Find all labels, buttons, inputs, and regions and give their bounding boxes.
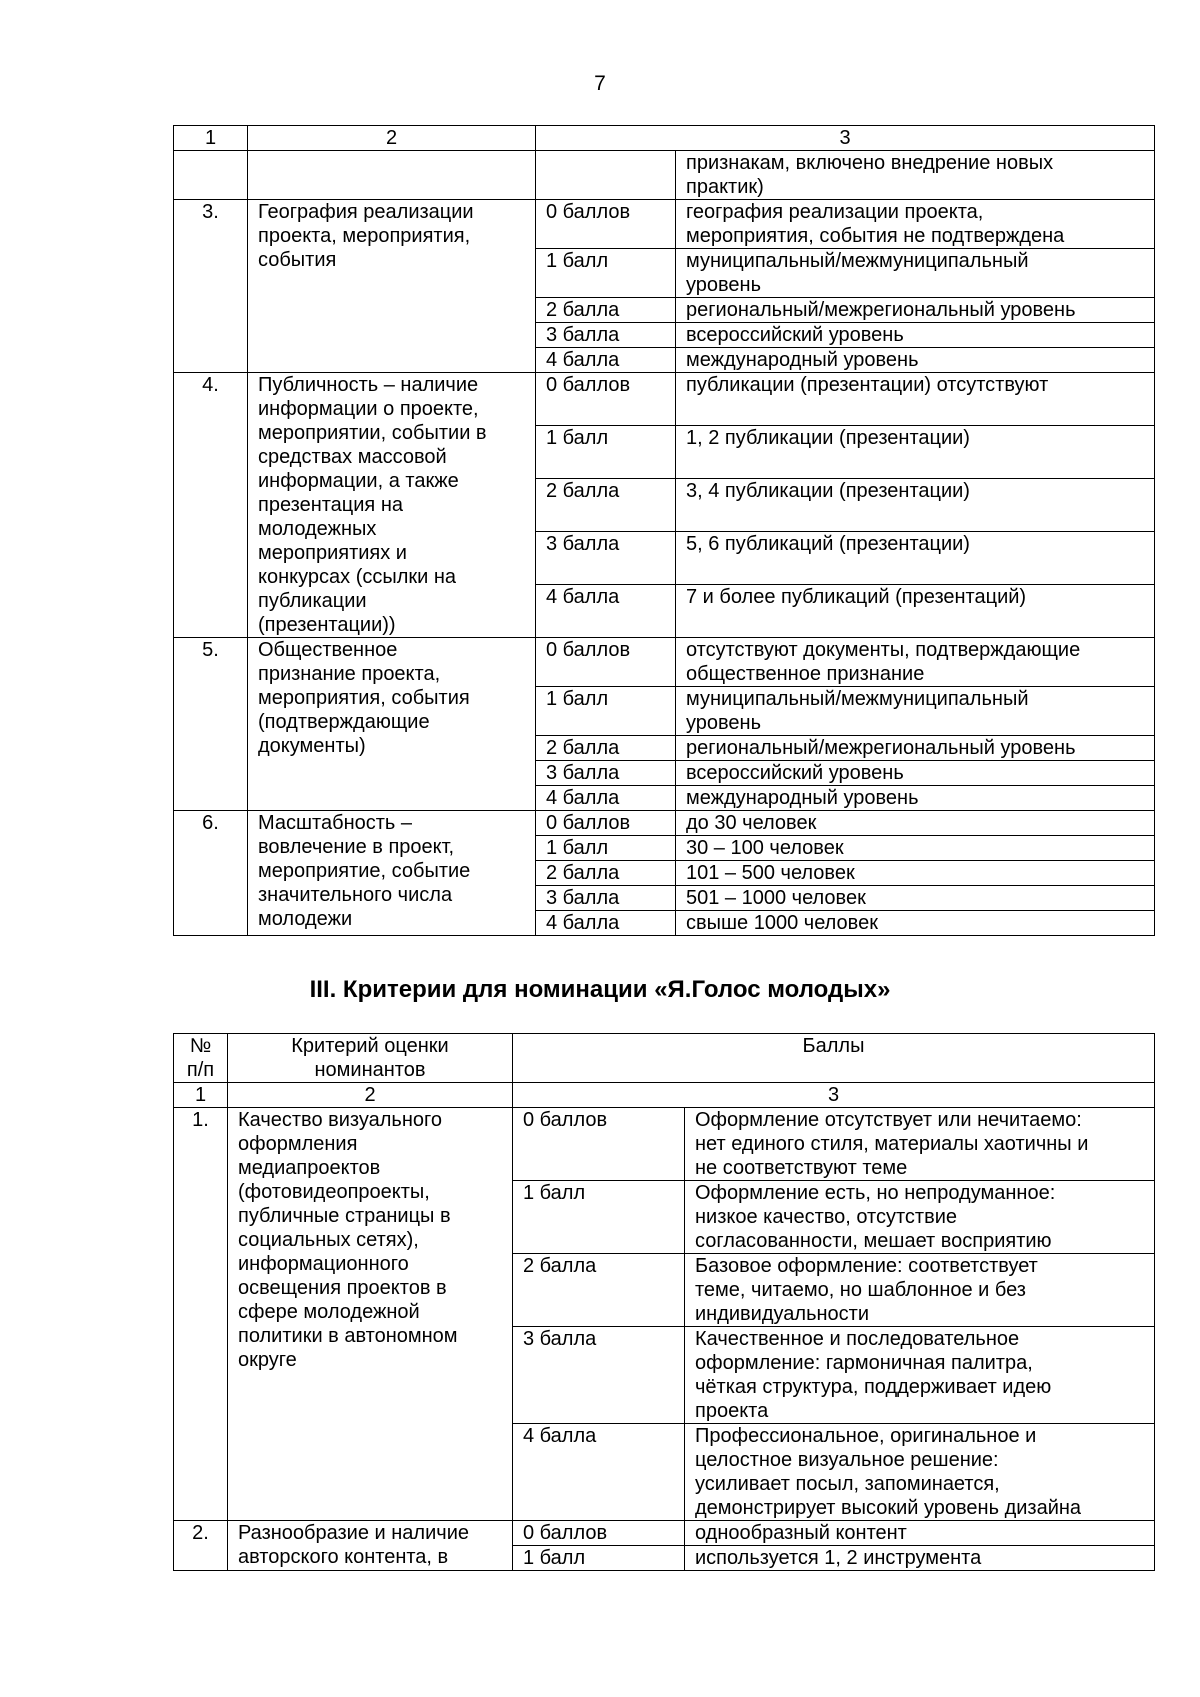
desc-cell: 7 и более публикаций (презентаций): [676, 585, 1155, 638]
criterion-cell: Публичность – наличие информации о проекте, мероприятии, событии в средствах массовой информации, а также презентация на молодежных мероприятиях и конкурсах (ссылки на публикации (презентации)): [248, 373, 536, 638]
score-cell: 3 балла: [536, 532, 676, 585]
desc-cell: до 30 человек: [676, 811, 1155, 836]
desc-cell: 3, 4 публикации (презентации): [676, 479, 1155, 532]
index-cell: 3: [513, 1083, 1155, 1108]
score-cell: 2 балла: [513, 1254, 685, 1327]
score-cell: 1 балл: [536, 836, 676, 861]
score-cell: 4 балла: [536, 348, 676, 373]
desc-cell: всероссийский уровень: [676, 761, 1155, 786]
table-row: [174, 1108, 1155, 1181]
criterion-cell: [248, 151, 536, 200]
desc-cell: муниципальный/межмуниципальный уровень: [676, 687, 1155, 736]
desc-cell: региональный/межрегиональный уровень: [676, 736, 1155, 761]
desc-cell: Оформление отсутствует или нечитаемо: нет единого стиля, материалы хаотичны и не соответствуют теме: [685, 1108, 1155, 1181]
section-heading: III. Критерии для номинации «Я.Голос молодых»: [309, 976, 891, 1003]
num-cell: 1.: [174, 1108, 228, 1521]
desc-cell: 1, 2 публикации (презентации): [676, 426, 1155, 479]
header-cell: 3: [536, 126, 1155, 151]
table-row: [174, 200, 1155, 249]
num-cell: 5.: [174, 638, 248, 811]
desc-cell: публикации (презентации) отсутствуют: [676, 373, 1155, 426]
desc-cell: свыше 1000 человек: [676, 911, 1155, 936]
score-cell: 1 балл: [513, 1181, 685, 1254]
score-cell: [536, 151, 676, 200]
criteria-table-golos-molodyh: [173, 1033, 1155, 1571]
table-row: [174, 811, 1155, 836]
score-cell: 4 балла: [536, 786, 676, 811]
score-cell: 4 балла: [513, 1424, 685, 1521]
desc-cell: муниципальный/межмуниципальный уровень: [676, 249, 1155, 298]
criterion-cell: Общественное признание проекта, мероприятия, события (подтверждающие документы): [248, 638, 536, 811]
desc-cell: Базовое оформление: соответствует теме, читаемо, но шаблонное и без индивидуальности: [685, 1254, 1155, 1327]
score-cell: 0 баллов: [536, 638, 676, 687]
desc-cell: география реализации проекта, мероприятия, события не подтверждена: [676, 200, 1155, 249]
criterion-cell: География реализации проекта, мероприятия, события: [248, 200, 536, 373]
desc-cell: 101 – 500 человек: [676, 861, 1155, 886]
desc-cell: международный уровень: [676, 348, 1155, 373]
desc-cell: Профессиональное, оригинальное и целостное визуальное решение: усиливает посыл, запоминается, демонстрирует высокий уровень дизайна: [685, 1424, 1155, 1521]
header-points: Баллы: [513, 1034, 1155, 1083]
desc-cell: признакам, включено внедрение новых практик): [676, 151, 1155, 200]
score-cell: 3 балла: [536, 886, 676, 911]
page-number: 7: [594, 72, 606, 95]
table-row: [174, 151, 1155, 200]
header-criterion: Критерий оценки номинантов: [228, 1034, 513, 1083]
num-cell: 2.: [174, 1521, 228, 1571]
score-cell: 1 балл: [513, 1546, 685, 1571]
desc-cell: региональный/межрегиональный уровень: [676, 298, 1155, 323]
score-cell: 1 балл: [536, 249, 676, 298]
num-cell: 4.: [174, 373, 248, 638]
table-header-row: [174, 1034, 1155, 1083]
score-cell: 2 балла: [536, 479, 676, 532]
num-cell: 6.: [174, 811, 248, 936]
desc-cell: отсутствуют документы, подтверждающие общественное признание: [676, 638, 1155, 687]
num-cell: [174, 151, 248, 200]
score-cell: 4 балла: [536, 911, 676, 936]
header-cell: 1: [174, 126, 248, 151]
score-cell: 3 балла: [536, 323, 676, 348]
score-cell: 0 баллов: [513, 1521, 685, 1546]
index-cell: 2: [228, 1083, 513, 1108]
desc-cell: Качественное и последовательное оформление: гармоничная палитра, чёткая структура, поддерживает идею проекта: [685, 1327, 1155, 1424]
score-cell: 0 баллов: [536, 811, 676, 836]
header-cell: 2: [248, 126, 536, 151]
criteria-table-continued: [173, 125, 1155, 936]
score-cell: 3 балла: [513, 1327, 685, 1424]
table-row: [174, 1521, 1155, 1546]
criterion-cell: Разнообразие и наличие авторского контента, в: [228, 1521, 513, 1571]
desc-cell: 5, 6 публикаций (презентации): [676, 532, 1155, 585]
table-row: [174, 373, 1155, 426]
desc-cell: 501 – 1000 человек: [676, 886, 1155, 911]
criterion-cell: Масштабность – вовлечение в проект, мероприятие, событие значительного числа молодежи: [248, 811, 536, 936]
desc-cell: международный уровень: [676, 786, 1155, 811]
score-cell: 1 балл: [536, 426, 676, 479]
score-cell: 3 балла: [536, 761, 676, 786]
num-cell: 3.: [174, 200, 248, 373]
score-cell: 0 баллов: [536, 373, 676, 426]
index-cell: 1: [174, 1083, 228, 1108]
table-row: [174, 638, 1155, 687]
desc-cell: 30 – 100 человек: [676, 836, 1155, 861]
table-index-row: [174, 1083, 1155, 1108]
score-cell: 2 балла: [536, 298, 676, 323]
desc-cell: всероссийский уровень: [676, 323, 1155, 348]
score-cell: 0 баллов: [513, 1108, 685, 1181]
table-header-row: [174, 126, 1155, 151]
score-cell: 2 балла: [536, 861, 676, 886]
score-cell: 0 баллов: [536, 200, 676, 249]
desc-cell: Оформление есть, но непродуманное: низкое качество, отсутствие согласованности, мешает восприятию: [685, 1181, 1155, 1254]
score-cell: 1 балл: [536, 687, 676, 736]
score-cell: 2 балла: [536, 736, 676, 761]
header-num: № п/п: [174, 1034, 228, 1083]
criterion-cell: Качество визуального оформления медиапроектов (фотовидеопроекты, публичные страницы в социальных сетях), информационного освещения проектов в сфере молодежной политики в автономном округе: [228, 1108, 513, 1521]
desc-cell: используется 1, 2 инструмента: [685, 1546, 1155, 1571]
desc-cell: однообразный контент: [685, 1521, 1155, 1546]
score-cell: 4 балла: [536, 585, 676, 638]
